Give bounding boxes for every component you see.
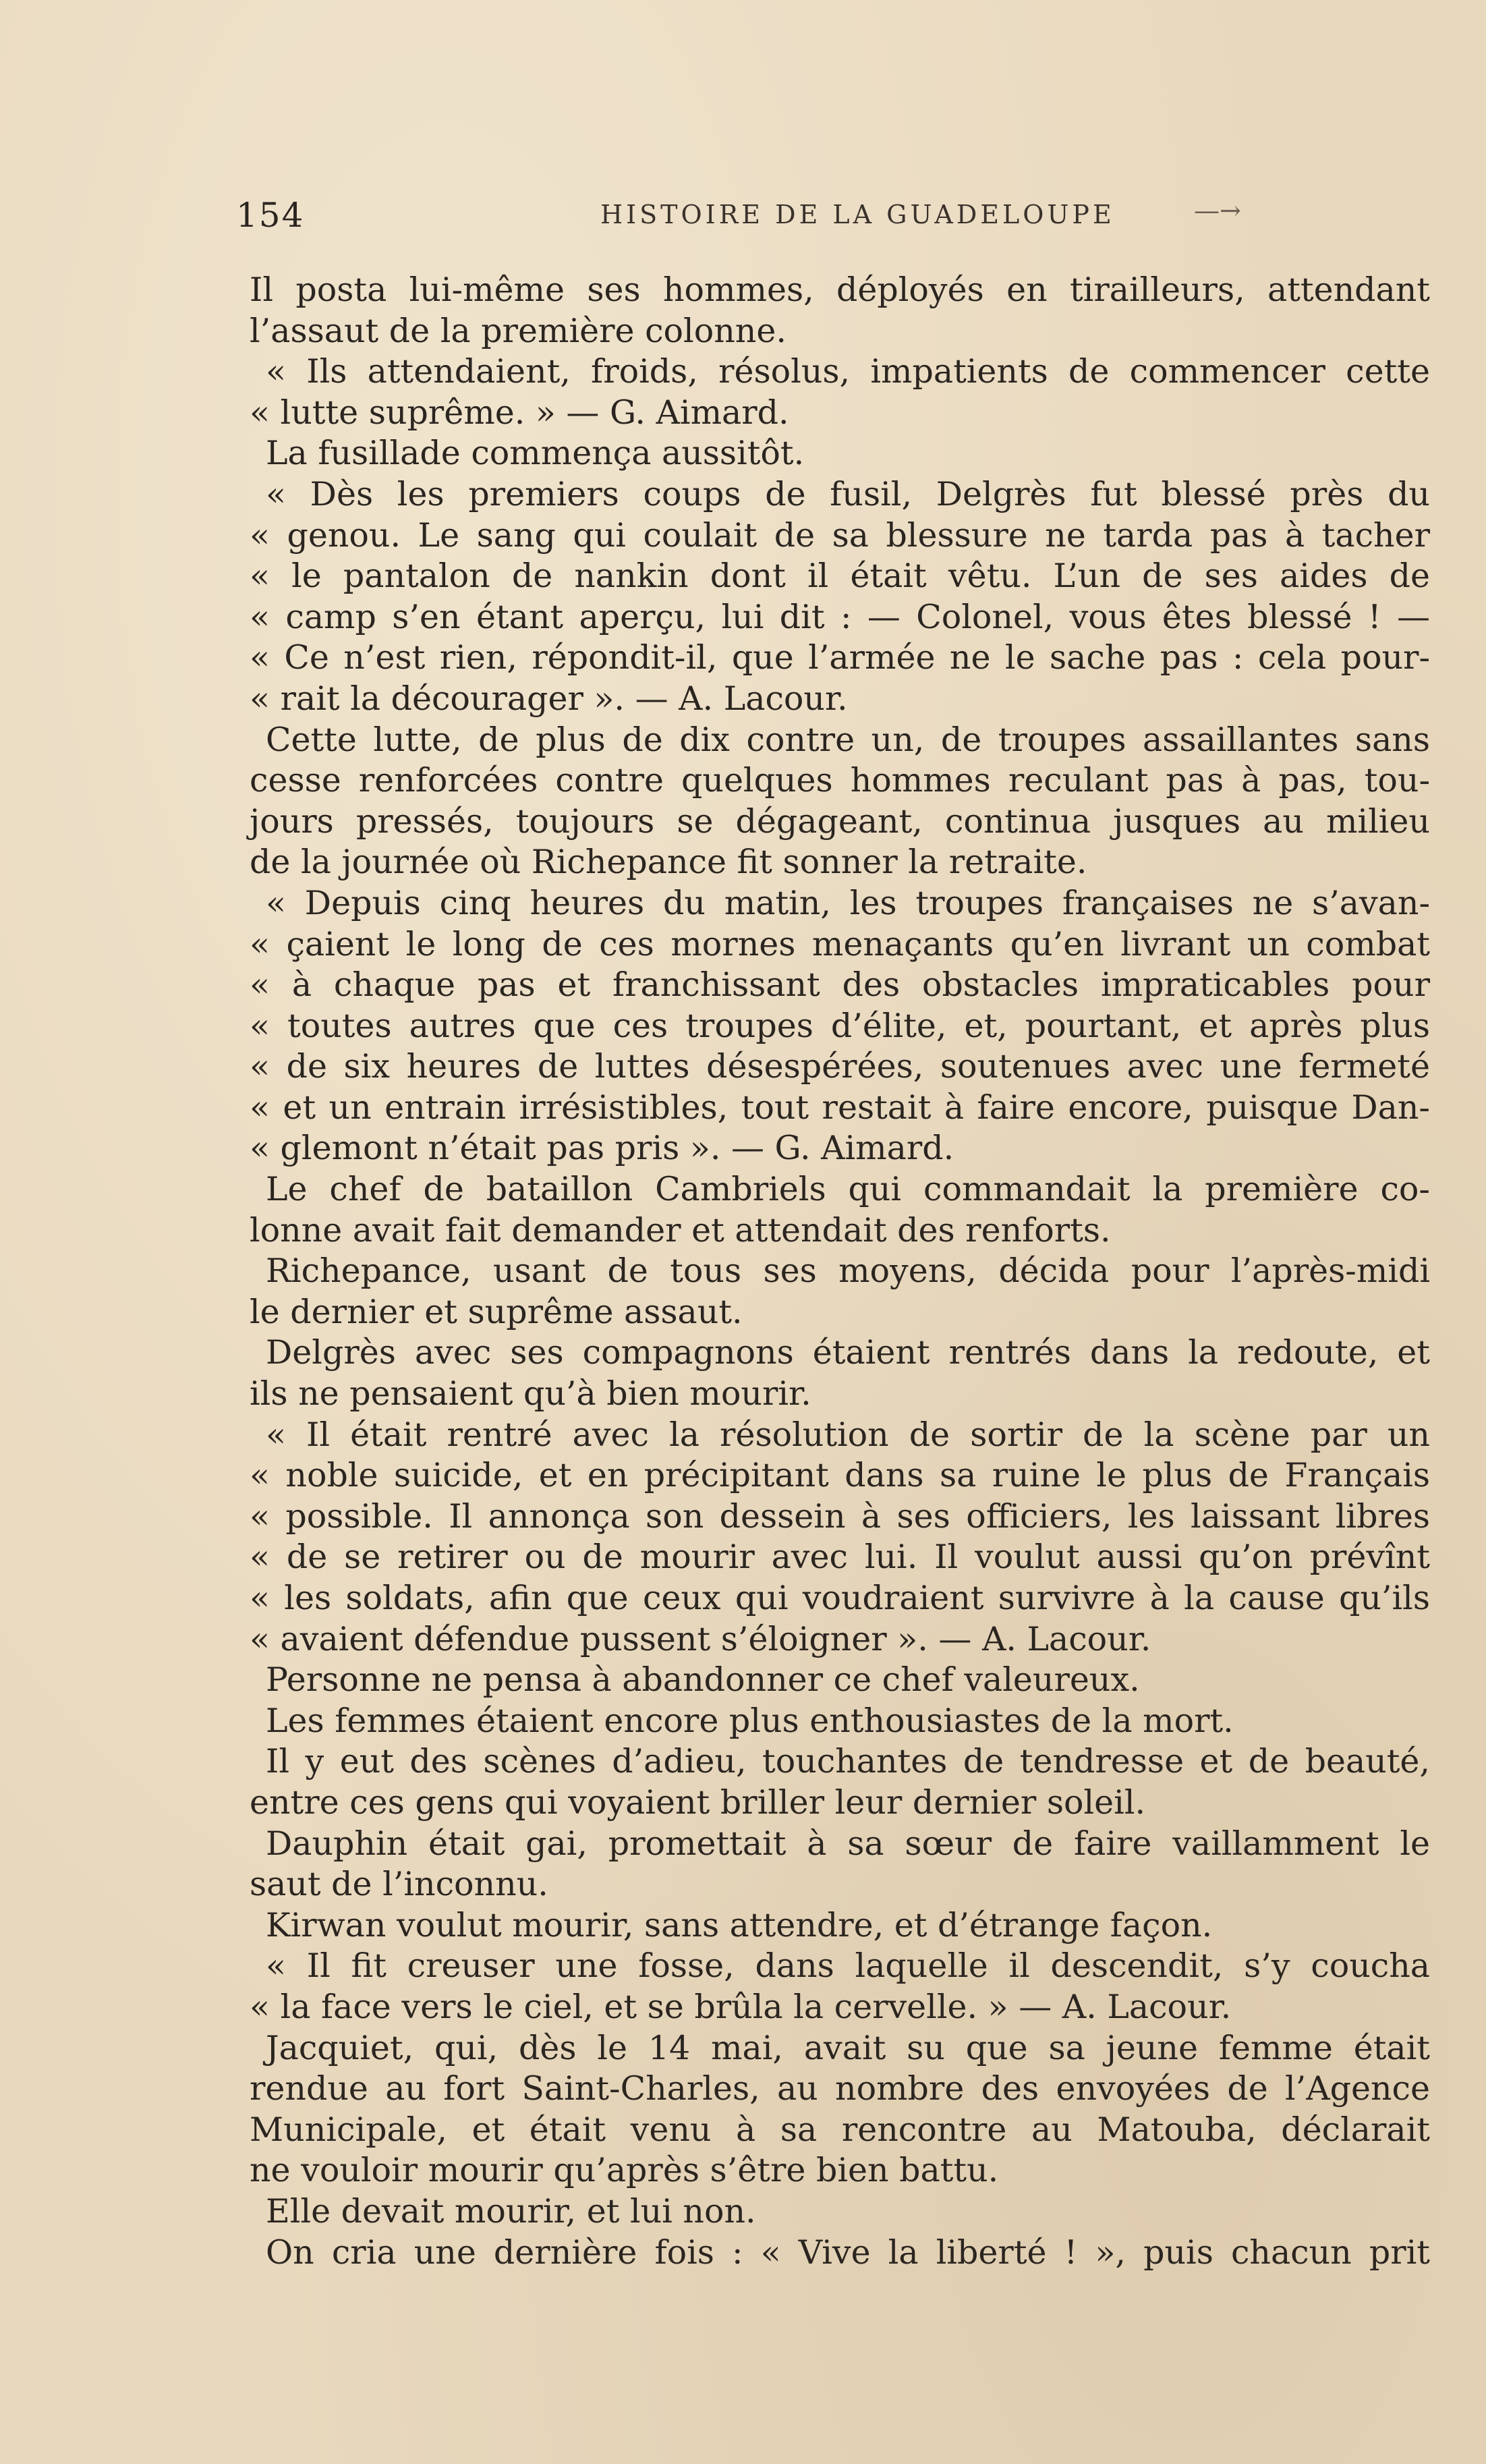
header-mark: —→: [1194, 196, 1241, 225]
text-line: Le chef de bataillon Cambriels qui commandait la première co-: [266, 1170, 1430, 1209]
text-line: On cria une dernière fois : « Vive la liberté ! », puis chacun prit: [266, 2233, 1430, 2272]
text-line: « Ils attendaient, froids, résolus, impatients de commencer cette: [266, 352, 1430, 391]
text-line: Il y eut des scènes d’adieu, touchantes de tendresse et de beauté,: [266, 1742, 1430, 1781]
text-line: Municipale, et était venu à sa rencontre au Matouba, déclarait: [250, 2110, 1430, 2149]
text-line: rendue au fort Saint-Charles, au nombre des envoyées de l’Agence: [250, 2069, 1430, 2108]
text-line: « la face vers le ciel, et se brûla la cervelle. » — A. Lacour.: [250, 1987, 1232, 2026]
text-line: saut de l’inconnu.: [250, 1865, 548, 1904]
page-header: [236, 196, 1295, 243]
text-line: Les femmes étaient encore plus enthousiastes de la mort.: [266, 1701, 1234, 1740]
text-line: « le pantalon de nankin dont il était vêtu. L’un de ses aides de: [250, 557, 1430, 596]
text-line: « noble suicide, et en précipitant dans sa ruine le plus de Français: [250, 1456, 1430, 1495]
text-line: « avaient défendue pussent s’éloigner ». — A. Lacour.: [250, 1619, 1151, 1658]
text-line: « Depuis cinq heures du matin, les troupes françaises ne s’avan-: [266, 883, 1430, 922]
text-line: entre ces gens qui voyaient briller leur dernier soleil.: [250, 1783, 1146, 1822]
text-line: Kirwan voulut mourir, sans attendre, et d’étrange façon.: [266, 1905, 1213, 1944]
body-text: [250, 270, 1430, 2273]
text-line: « camp s’en étant aperçu, lui dit : — Colonel, vous êtes blessé ! —: [250, 597, 1430, 636]
text-line: La fusillade commença aussitôt.: [266, 434, 805, 473]
text-line: « Dès les premiers coups de fusil, Delgrès fut blessé près du: [266, 474, 1430, 513]
text-line: « Ce n’est rien, répondit-il, que l’armée ne le sache pas : cela pour-: [250, 638, 1430, 677]
text-line: l’assaut de la première colonne.: [250, 311, 787, 350]
text-line: « les soldats, afin que ceux qui voudraient survivre à la cause qu’ils: [250, 1579, 1430, 1617]
text-line: « çaient le long de ces mornes menaçants qu’en livrant un combat: [250, 924, 1430, 963]
text-line: Jacquiet, qui, dès le 14 mai, avait su que sa jeune femme était: [266, 2028, 1430, 2067]
page-number: 154: [236, 196, 305, 235]
running-title: HISTOIRE DE LA GUADELOUPE: [600, 200, 1115, 229]
text-line: « Il était rentré avec la résolution de sortir de la scène par un: [266, 1415, 1430, 1454]
text-line: cesse renforcées contre quelques hommes reculant pas à pas, tou-: [250, 761, 1430, 800]
text-line: ne vouloir mourir qu’après s’être bien battu.: [250, 2151, 999, 2190]
text-line: Delgrès avec ses compagnons étaient rentrés dans la redoute, et: [266, 1333, 1430, 1372]
text-line: Personne ne pensa à abandonner ce chef valeureux.: [266, 1660, 1140, 1700]
text-line: Il posta lui-même ses hommes, déployés en tirailleurs, attendant: [250, 271, 1430, 309]
text-line: « de se retirer ou de mourir avec lui. Il voulut aussi qu’on prévînt: [250, 1538, 1430, 1577]
text-line: Richepance, usant de tous ses moyens, décida pour l’après-midi: [266, 1252, 1430, 1291]
text-line: Cette lutte, de plus de dix contre un, de troupes assaillantes sans: [266, 720, 1430, 759]
text-line: « lutte suprême. » — G. Aimard.: [250, 393, 789, 432]
text-line: ils ne pensaient qu’à bien mourir.: [250, 1374, 811, 1413]
text-line: « glemont n’était pas pris ». — G. Aimard.: [250, 1129, 954, 1168]
text-line: « toutes autres que ces troupes d’élite, et, pourtant, et après plus: [250, 1006, 1430, 1045]
text-line: « genou. Le sang qui coulait de sa blessure ne tarda pas à tacher: [250, 515, 1430, 555]
text-line: lonne avait fait demander et attendait des renforts.: [250, 1210, 1111, 1250]
text-line: « possible. Il annonça son dessein à ses officiers, les laissant libres: [250, 1496, 1430, 1536]
text-line: Elle devait mourir, et lui non.: [266, 2191, 756, 2231]
text-line: Dauphin était gai, promettait à sa sœur de faire vaillamment le: [266, 1824, 1430, 1863]
text-line: jours pressés, toujours se dégageant, continua jusques au milieu: [250, 802, 1430, 841]
text-line: le dernier et suprême assaut.: [250, 1292, 743, 1331]
text-line: de la journée où Richepance fit sonner la retraite.: [250, 843, 1087, 882]
text-line: « et un entrain irrésistibles, tout restait à faire encore, puisque Dan-: [250, 1088, 1430, 1127]
text-line: « de six heures de luttes désespérées, soutenues avec une fermeté: [250, 1047, 1430, 1086]
text-line: « rait la décourager ». — A. Lacour.: [250, 679, 848, 718]
text-line: « Il fit creuser une fosse, dans laquelle il descendit, s’y coucha: [266, 1947, 1430, 1986]
text-line: « à chaque pas et franchissant des obstacles impraticables pour: [250, 965, 1430, 1005]
